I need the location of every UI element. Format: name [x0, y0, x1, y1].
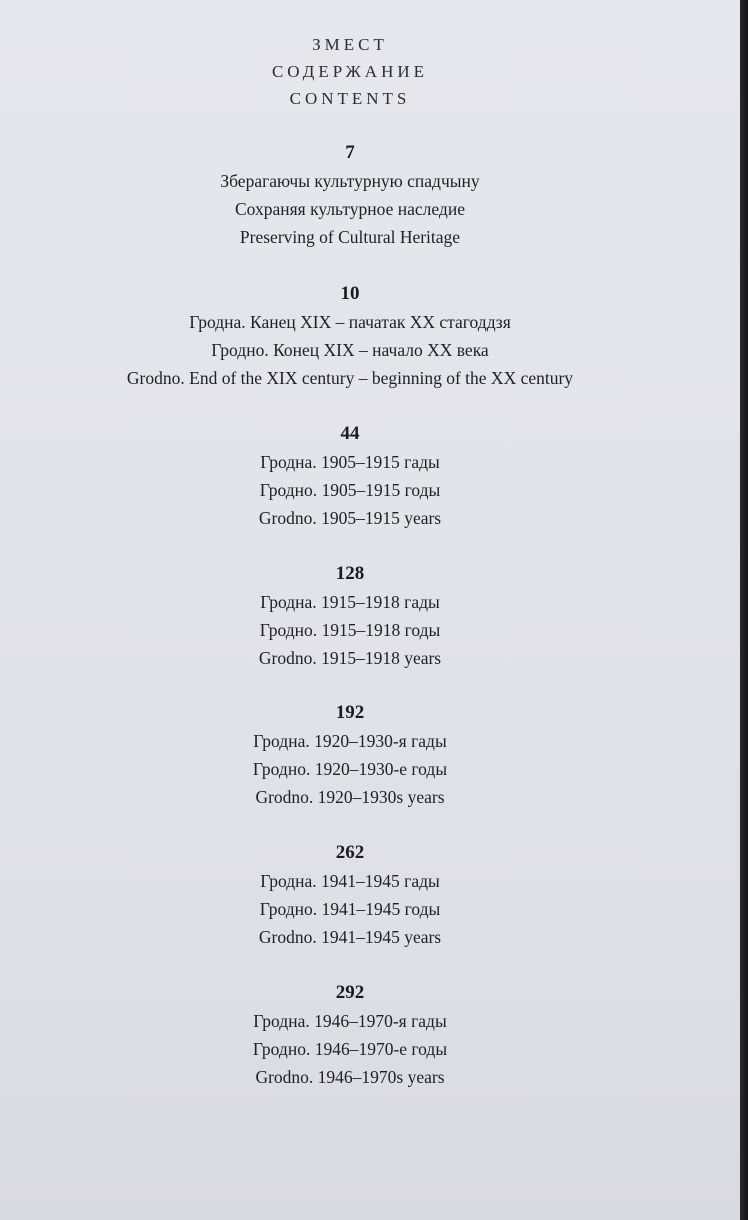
toc-title-russian: Гродно. 1915–1918 годы: [259, 620, 441, 640]
toc-entry: [0, 560, 700, 672]
toc-entry: [0, 839, 700, 951]
toc-title-belarusian: Гродна. Канец XIX – пачатак XX стагоддзя: [189, 312, 511, 332]
toc-page-number: 292: [335, 982, 365, 1003]
contents-heading: [0, 31, 700, 112]
heading-russian: СОДЕРЖАНИЕ: [271, 62, 429, 81]
toc-page-number: 128: [335, 563, 365, 584]
toc-title-english: Grodno. 1905–1915 years: [258, 508, 442, 528]
toc-entry: [0, 139, 700, 251]
toc-title-russian: Гродно. 1941–1945 годы: [259, 899, 441, 919]
toc-entry: [0, 280, 700, 392]
toc-title-english: Preserving of Cultural Heritage: [239, 227, 461, 247]
toc-title-russian: Гродно. 1946–1970-е годы: [252, 1039, 448, 1059]
toc-page-number: 262: [335, 842, 365, 863]
toc-entry: [0, 420, 700, 532]
toc-title-belarusian: Зберагаючы культурную спадчыну: [220, 171, 480, 191]
toc-title-english: Grodno. 1946–1970s years: [255, 1067, 445, 1087]
toc-page-number: 44: [340, 423, 360, 444]
toc-title-belarusian: Гродна. 1920–1930-я гады: [253, 731, 447, 751]
toc-title-belarusian: Гродна. 1941–1945 гады: [260, 871, 440, 891]
toc-page-number: 7: [345, 142, 355, 163]
toc-title-english: Grodno. 1915–1918 years: [258, 648, 442, 668]
toc-entry: [0, 979, 700, 1091]
toc-title-belarusian: Гродна. 1915–1918 гады: [260, 592, 440, 612]
toc-title-russian: Гродно. 1920–1930-е годы: [252, 759, 448, 779]
toc-title-russian: Гродно. 1905–1915 годы: [259, 480, 441, 500]
toc-entry: [0, 699, 700, 811]
toc-title-english: Grodno. 1920–1930s years: [255, 787, 445, 807]
heading-english: CONTENTS: [289, 89, 411, 108]
toc-title-english: Grodno. 1941–1945 years: [258, 927, 442, 947]
toc-page-number: 192: [335, 702, 365, 723]
heading-belarusian: ЗМЕСТ: [312, 35, 388, 54]
toc-title-belarusian: Гродна. 1946–1970-я гады: [253, 1011, 447, 1031]
toc-title-russian: Сохраняя культурное наследие: [235, 199, 465, 219]
toc-title-russian: Гродно. Конец XIX – начало XX века: [211, 340, 489, 360]
toc-title-english: Grodno. End of the XIX century – beginning of the XX century: [126, 368, 574, 388]
page-edge-shadow: [740, 0, 748, 1220]
toc-title-belarusian: Гродна. 1905–1915 гады: [260, 452, 440, 472]
toc-page-number: 10: [340, 283, 360, 304]
